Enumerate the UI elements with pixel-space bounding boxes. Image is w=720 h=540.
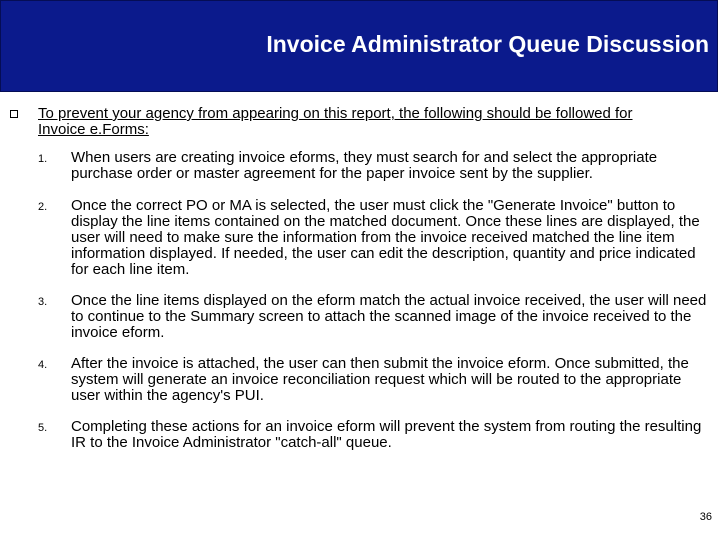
intro-text: To prevent your agency from appearing on this report, the following should be followed for Invoice e.Forms: <box>38 105 633 138</box>
square-bullet-icon <box>10 110 18 118</box>
page-number: 36 <box>699 511 712 523</box>
list-item <box>38 150 710 182</box>
list-item <box>38 356 710 404</box>
steps-list <box>38 150 710 451</box>
intro-bullet <box>10 106 670 138</box>
step-text: After the invoice is attached, the user can then submit the invoice eform. Once submitted, the system will generate an invoice reconciliation request which will be routed to the appropriate user within the agency's PUI. <box>71 355 689 404</box>
step-text: Once the line items displayed on the eform match the actual invoice received, the user will need to continue to the Summary screen to attach the scanned image of the invoice received to the invoice eform. <box>71 292 707 341</box>
step-text: Completing these actions for an invoice eform will prevent the system from routing the resulting IR to the Invoice Administrator "catch-all" queue. <box>71 418 702 451</box>
step-text: When users are creating invoice eforms, they must search for and select the appropriate purchase order or master agreement for the paper invoice sent by the supplier. <box>71 149 658 182</box>
step-number: 4. <box>38 359 48 371</box>
slide-title: Invoice Administrator Queue Discussion <box>266 31 709 57</box>
list-item <box>38 293 710 341</box>
step-number: 3. <box>38 296 48 308</box>
step-number: 1. <box>38 153 48 165</box>
step-number: 2. <box>38 201 48 213</box>
title-bar <box>0 0 718 92</box>
list-item <box>38 198 710 278</box>
list-item <box>38 419 710 451</box>
step-number: 5. <box>38 422 48 434</box>
step-text: Once the correct PO or MA is selected, the user must click the "Generate Invoice" button to display the line items contained on the matched document. Once these lines are displayed, the user will need to make sure the information from the invoice received matched the line item information displayed. If needed, the user can edit the description, quantity and price indicated for each line item. <box>71 197 700 278</box>
